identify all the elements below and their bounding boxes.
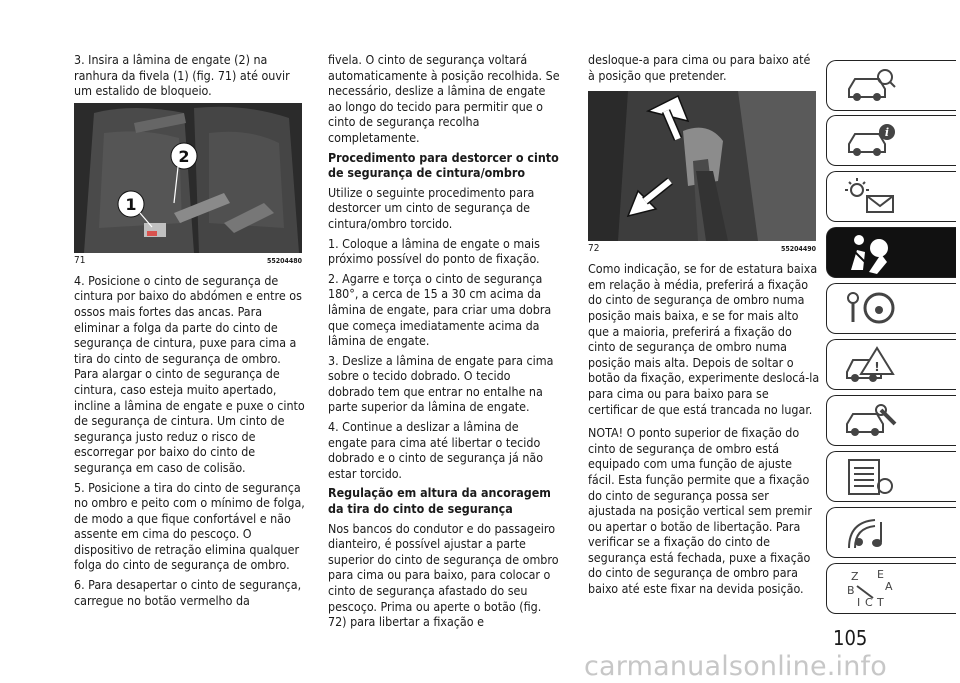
- untwist-step-1: 1. Coloque a lâmina de engate o mais próximo possível do ponto de fixação.: [328, 235, 540, 267]
- figure-71: [74, 103, 302, 267]
- index-letter: B: [847, 584, 855, 597]
- step-6-paragraph: 6. Para desapertar o cinto de segurança, carregue no botão vermelho da: [74, 577, 302, 608]
- figure-code: 55204490: [780, 245, 816, 254]
- figure-72: [588, 91, 816, 255]
- untwist-step-2: 2. Agarre e torça o cinto de segurança 180°, a cerca de 15 a 30 cm acima da lâmina de engate, para criar uma dobra que começa imediatamente acima da lâmina de engate.: [328, 270, 552, 349]
- height-adjust-paragraph: Nos bancos do condutor e do passageiro dianteiro, é possível ajustar a parte superior do cinto de segurança de ombro para cima ou para baixo, para colocar o cinto de segurança afastado do seu pescoço. Prima ou aperte o botão (fig. 72) para libertar a fixação e: [328, 520, 559, 630]
- multimedia-note-icon: [841, 512, 901, 554]
- index-letter: A: [885, 580, 893, 593]
- tab-index[interactable]: [826, 563, 956, 614]
- anchor-adjust-photo: [588, 91, 816, 241]
- index-letter: Z: [851, 570, 859, 583]
- tab-maintenance[interactable]: [826, 395, 956, 446]
- watermark: carmanualsonline.info: [584, 651, 887, 682]
- index-letter: I: [857, 596, 861, 609]
- key-steering-wheel-icon: [841, 288, 901, 328]
- tab-safety[interactable]: [826, 227, 956, 278]
- callout-2: 2: [178, 146, 190, 166]
- car-breakdown-icon: [841, 344, 901, 384]
- note-paragraph: NOTA! O ponto superior de fixação do cinto de segurança de ombro está equipado com uma função de ajuste fácil. Esta função permite que a fixação do cinto de segurança possa ser ajustada na posição vertical sem premir ou apertar o botão de libertação. Para verificar se a fixação do cinto de segurança está fechada, puxe a fixação do cinto de segurança de ombro para baixo até este fixar na devida posição.: [588, 425, 812, 597]
- figure-number: 72: [588, 243, 600, 255]
- untwist-step-4: 4. Continue a deslizar a lâmina de engate para cima até libertar o tecido dobrado e o cinto de segurança já não estar torcido.: [328, 419, 544, 481]
- tab-multimedia[interactable]: [826, 507, 956, 558]
- index-letter: T: [877, 596, 884, 609]
- page-number: 105: [833, 626, 868, 650]
- svg-text:!: !: [874, 360, 880, 374]
- seat-buckle-photo: [74, 103, 302, 253]
- technical-specs-list-icon: [841, 456, 901, 498]
- figure-number: 71: [74, 254, 86, 266]
- text-column-1: [74, 52, 306, 612]
- alphabetical-index-icon: [841, 568, 901, 610]
- svg-text:i: i: [884, 126, 890, 139]
- guidance-paragraph: Como indicação, se for de estatura baixa em relação à média, preferirá a fixação do cinto de segurança de ombro numa posição mais baixa, e se for mais alto que a maioria, preferirá a fixação do cinto de segurança de ombro numa posição mais alta. Depois de soltar o botão da fixação, experimente deslocá-la para cima ou para baixo para se certificar de que está trancada no lugar.: [588, 261, 820, 417]
- tab-warning-lights[interactable]: [826, 171, 956, 222]
- tab-car-info[interactable]: [826, 115, 956, 166]
- tab-starting-driving[interactable]: [826, 283, 956, 334]
- text-column-3: [588, 52, 820, 601]
- tab-car-search[interactable]: [826, 60, 956, 111]
- warning-lights-message-icon: [841, 176, 901, 216]
- car-info-icon: [841, 120, 901, 160]
- continuation-paragraph: fivela. O cinto de segurança voltará automaticamente à posição recolhida. Se necessário, deslize a lâmina de engate ao longo do tecido para permitir que o cinto de segurança recolha completamente.: [328, 52, 560, 145]
- figure-code: 55204480: [266, 256, 302, 265]
- callout-1: 1: [125, 194, 137, 214]
- airbag-safety-icon: [841, 232, 901, 274]
- untwist-step-3: 3. Deslize a lâmina de engate para cima sobre o tecido dobrado. O tecido dobrado tem que entrar no entalhe na parte superior da lâmina de engate.: [328, 352, 554, 415]
- text-column-2: [328, 52, 560, 634]
- car-service-wrench-icon: [841, 400, 901, 440]
- section-heading-untwist: Procedimento para destorcer o cinto de segurança de cintura/ombro: [328, 149, 559, 181]
- tab-emergency[interactable]: [826, 339, 956, 390]
- step-5-paragraph: 5. Posicione a tira do cinto de segurança no ombro e peito com o mínimo de folga, de modo a que fique confortável e não assente em cima do pescoço. O dispositivo de retração elimina qualquer folga do cinto de segurança de ombro.: [74, 479, 305, 573]
- section-heading-height-adjust: Regulação em altura da ancoragem da tira do cinto de segurança: [328, 485, 551, 517]
- adjust-continuation: desloque-a para cima ou para baixo até à posição que pretender.: [588, 52, 811, 83]
- untwist-intro: Utilize o seguinte procedimento para destorcer um cinto de segurança de cintura/ombro torcido.: [328, 184, 535, 231]
- index-letter: E: [877, 568, 884, 581]
- index-letter: C: [865, 596, 873, 609]
- tab-technical-data[interactable]: [826, 451, 956, 502]
- car-search-icon: [841, 65, 901, 105]
- step-4-paragraph: 4. Posicione o cinto de segurança de cintura por baixo do abdómen e entre os ossos mais fortes das ancas. Para eliminar a folga da parte do cinto de segurança de cintura, puxe para cima a tira do cinto de segurança de ombro. Para alargar o cinto de segurança de cintura, caso esteja muito apertado, incline a lâmina de engate e puxe o cinto de segurança de cintura. Um cinto de segurança justo reduz o risco de escorregar por baixo do cinto de segurança em caso de colisão.: [74, 272, 305, 475]
- step-3-paragraph: 3. Insira a lâmina de engate (2) na ranhura da fivela (1) (fig. 71) até ouvir um estalido de bloqueio.: [74, 52, 290, 99]
